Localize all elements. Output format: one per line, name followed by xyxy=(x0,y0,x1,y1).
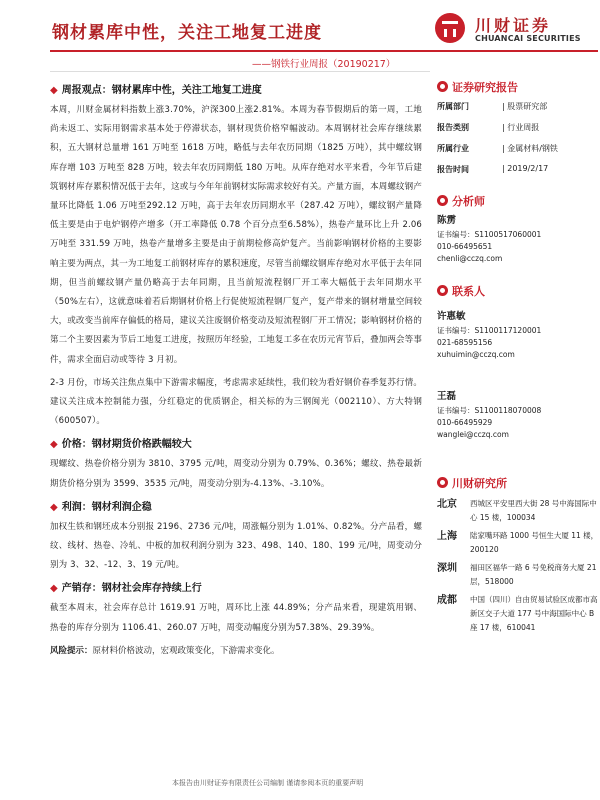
paragraph: 截至本周末，社会库存总计 1619.91 万吨，周环比上涨 44.89%；分产品来看，现建筑用钢、热卷的库存分别为 1106.41、260.07 万吨，周变动幅度分别为57.38%、29.39%。 xyxy=(50,603,422,633)
main-column xyxy=(50,79,422,656)
address-row: 深圳 福田区福华一路 6 号免税商务大厦 21 层，518000 xyxy=(437,563,597,586)
company-logo xyxy=(435,13,585,47)
section-heading: ◆ 产销存：钢材社会库存持续上行 xyxy=(50,583,202,595)
paragraph: 2-3 月份，市场关注焦点集中下游需求幅度，考虑需求延续性，我们较为看好钢价春季复苏行情。建议关注成本控制能力强，分红稳定的优质钢企，相关标的为三钢闽光（002110）、方大特钢（600507）。 xyxy=(50,377,422,427)
info-row: 所属行业 | 金属材料/钢铁 xyxy=(437,144,558,153)
page-footer: 本报告由川财证券有限责任公司编制 谨请参阅本页的重要声明 xyxy=(172,779,364,787)
analyst-card: 陈雳 证书编号：S1100517060001 010-66495651 chenli@cczq.com xyxy=(437,215,599,265)
address-row: 上海 陆家嘴环路 1000 号恒生大厦 11 楼，200120 xyxy=(437,531,599,554)
section-dot-icon xyxy=(437,81,448,92)
header-rule xyxy=(50,50,598,52)
research-heading: 川财研究所 xyxy=(437,475,599,491)
section-dot-icon xyxy=(437,477,448,488)
sidebar xyxy=(437,79,599,639)
report-info-heading: 证券研究报告 xyxy=(437,79,599,95)
info-row: 所属部门 | 股票研究部 xyxy=(437,102,548,111)
info-row: 报告类别 | 行业周报 xyxy=(437,123,540,132)
paragraph: 现螺纹、热卷价格分别为 3810、3795 元/吨，周变动分别为 0.79%、0.36%；螺纹、热卷最新期货价格分别为 3599、3535 元/吨，周变动分别为-4.13%、-3.10%。 xyxy=(50,459,422,489)
diamond-bullet-icon: ◆ xyxy=(50,583,58,595)
logo-emblem-icon xyxy=(435,13,465,43)
paragraph: 本周，川财金属材料指数上涨3.70%，沪深300上涨2.81%。本周为春节假期后的第一周，工地尚未返工、实际用钢需求基本处于停滞状态，钢材现货价格窄幅波动。本周钢材社会库存继续累积，五大钢材总量增 161 万吨至 1618 万吨，略低与去年农历同期（1825 万吨），其中螺纹钢库存增 103 万吨至 828 万吨，较去年农历同期低 180 万吨。从库存绝对水平来看，今年节后建筑钢材库存累积情况低于去年，这或与今年年前钢材实际需求较好有关。产量方面，本周螺纹钢产量环比降低 1.06 万吨至292.12 万吨，高于去年农历同期水平（287.42 万吨），螺纹钢产量降低主要是由于电炉钢停产增多（开工率降低 0.78 个百分点至6.58%），热卷产量环比上升 2.06 万吨至 331.59 万吨，热卷产量增多主要是由于前期检修高炉复产。当前影响钢材价格的主要影响主要为两点，其一为工地复工前钢材库存的累积速度，尽管当前螺纹钢库存绝对水平低于去年同期，但当前螺纹钢产量仍略高于去年同期，且当前短流程钢厂开工率大幅低于去年同期水平（50%左右），这就意味着若后期钢材价格上行促使短流程钢厂复产，复产带来的钢材增量空间较大，或改变当前库存偏低的格局，建议关注废钢价格变动及短流程钢厂开工情况；影响钢材价格的第二个主要因素为节后工地复工进度，按照历年经验，工地复工多在农历元宵节后，叠加两会等事件，需求全面启动或等待 3 月初。 xyxy=(50,105,422,365)
logo-name-en: CHUANCAI SECURITIES xyxy=(475,34,581,43)
section-dot-icon xyxy=(437,195,448,206)
paragraph: 加权生铁和钢坯成本分别报 2196、2736 元/吨，周涨幅分别为 1.01%、0.82%。分产品看，螺纹、线材、热卷、冷轧、中板的加权利润分别为 323、498、140、180、199 元/吨，周变动分别为 3、32、-12、3、19 元/吨。 xyxy=(50,521,422,571)
diamond-bullet-icon: ◆ xyxy=(50,501,58,513)
address-row: 成都 中国（四川）自由贸易试验区成都市高新区交子大道 177 号中海国际中心 B 座 17 楼，610041 xyxy=(437,595,598,632)
risk-warning: 风险提示：原材料价格波动，宏观政策变化，下游需求变化。 xyxy=(50,645,280,656)
diamond-bullet-icon: ◆ xyxy=(50,439,58,451)
contact-card: 王磊 证书编号：S1100118070008 010-66495929 wanglei@cczq.com xyxy=(437,391,542,439)
report-subtitle: ——钢铁行业周报（20190217） xyxy=(252,59,396,70)
report-title: 钢材累库中性，关注工地复工进度 xyxy=(52,23,322,43)
diamond-bullet-icon: ◆ xyxy=(50,85,58,96)
section-heading: ◆ 价格：钢材期货价格跌幅较大 xyxy=(50,439,192,451)
address-row: 北京 西城区平安里西大街 28 号中海国际中心 15 楼，100034 xyxy=(437,499,597,522)
contact-heading: 联系人 xyxy=(437,283,599,299)
info-row: 报告时间 | 2019/2/17 xyxy=(437,164,549,174)
analyst-heading: 分析师 xyxy=(437,193,599,209)
section-dot-icon xyxy=(437,285,448,296)
subtitle-rule xyxy=(50,71,430,72)
section-heading: ◆ 利润：钢材利润企稳 xyxy=(50,501,152,513)
contact-card: 许惠敏 证书编号：S1100117120001 021-68595156 xuhuimin@cczq.com xyxy=(437,311,542,359)
section-heading: ◆ 周报观点：钢材累库中性，关注工地复工进度 xyxy=(50,85,262,96)
logo-name-cn: 川财证券 xyxy=(475,16,552,35)
analyst-email: chenli@cczq.com xyxy=(437,254,503,263)
